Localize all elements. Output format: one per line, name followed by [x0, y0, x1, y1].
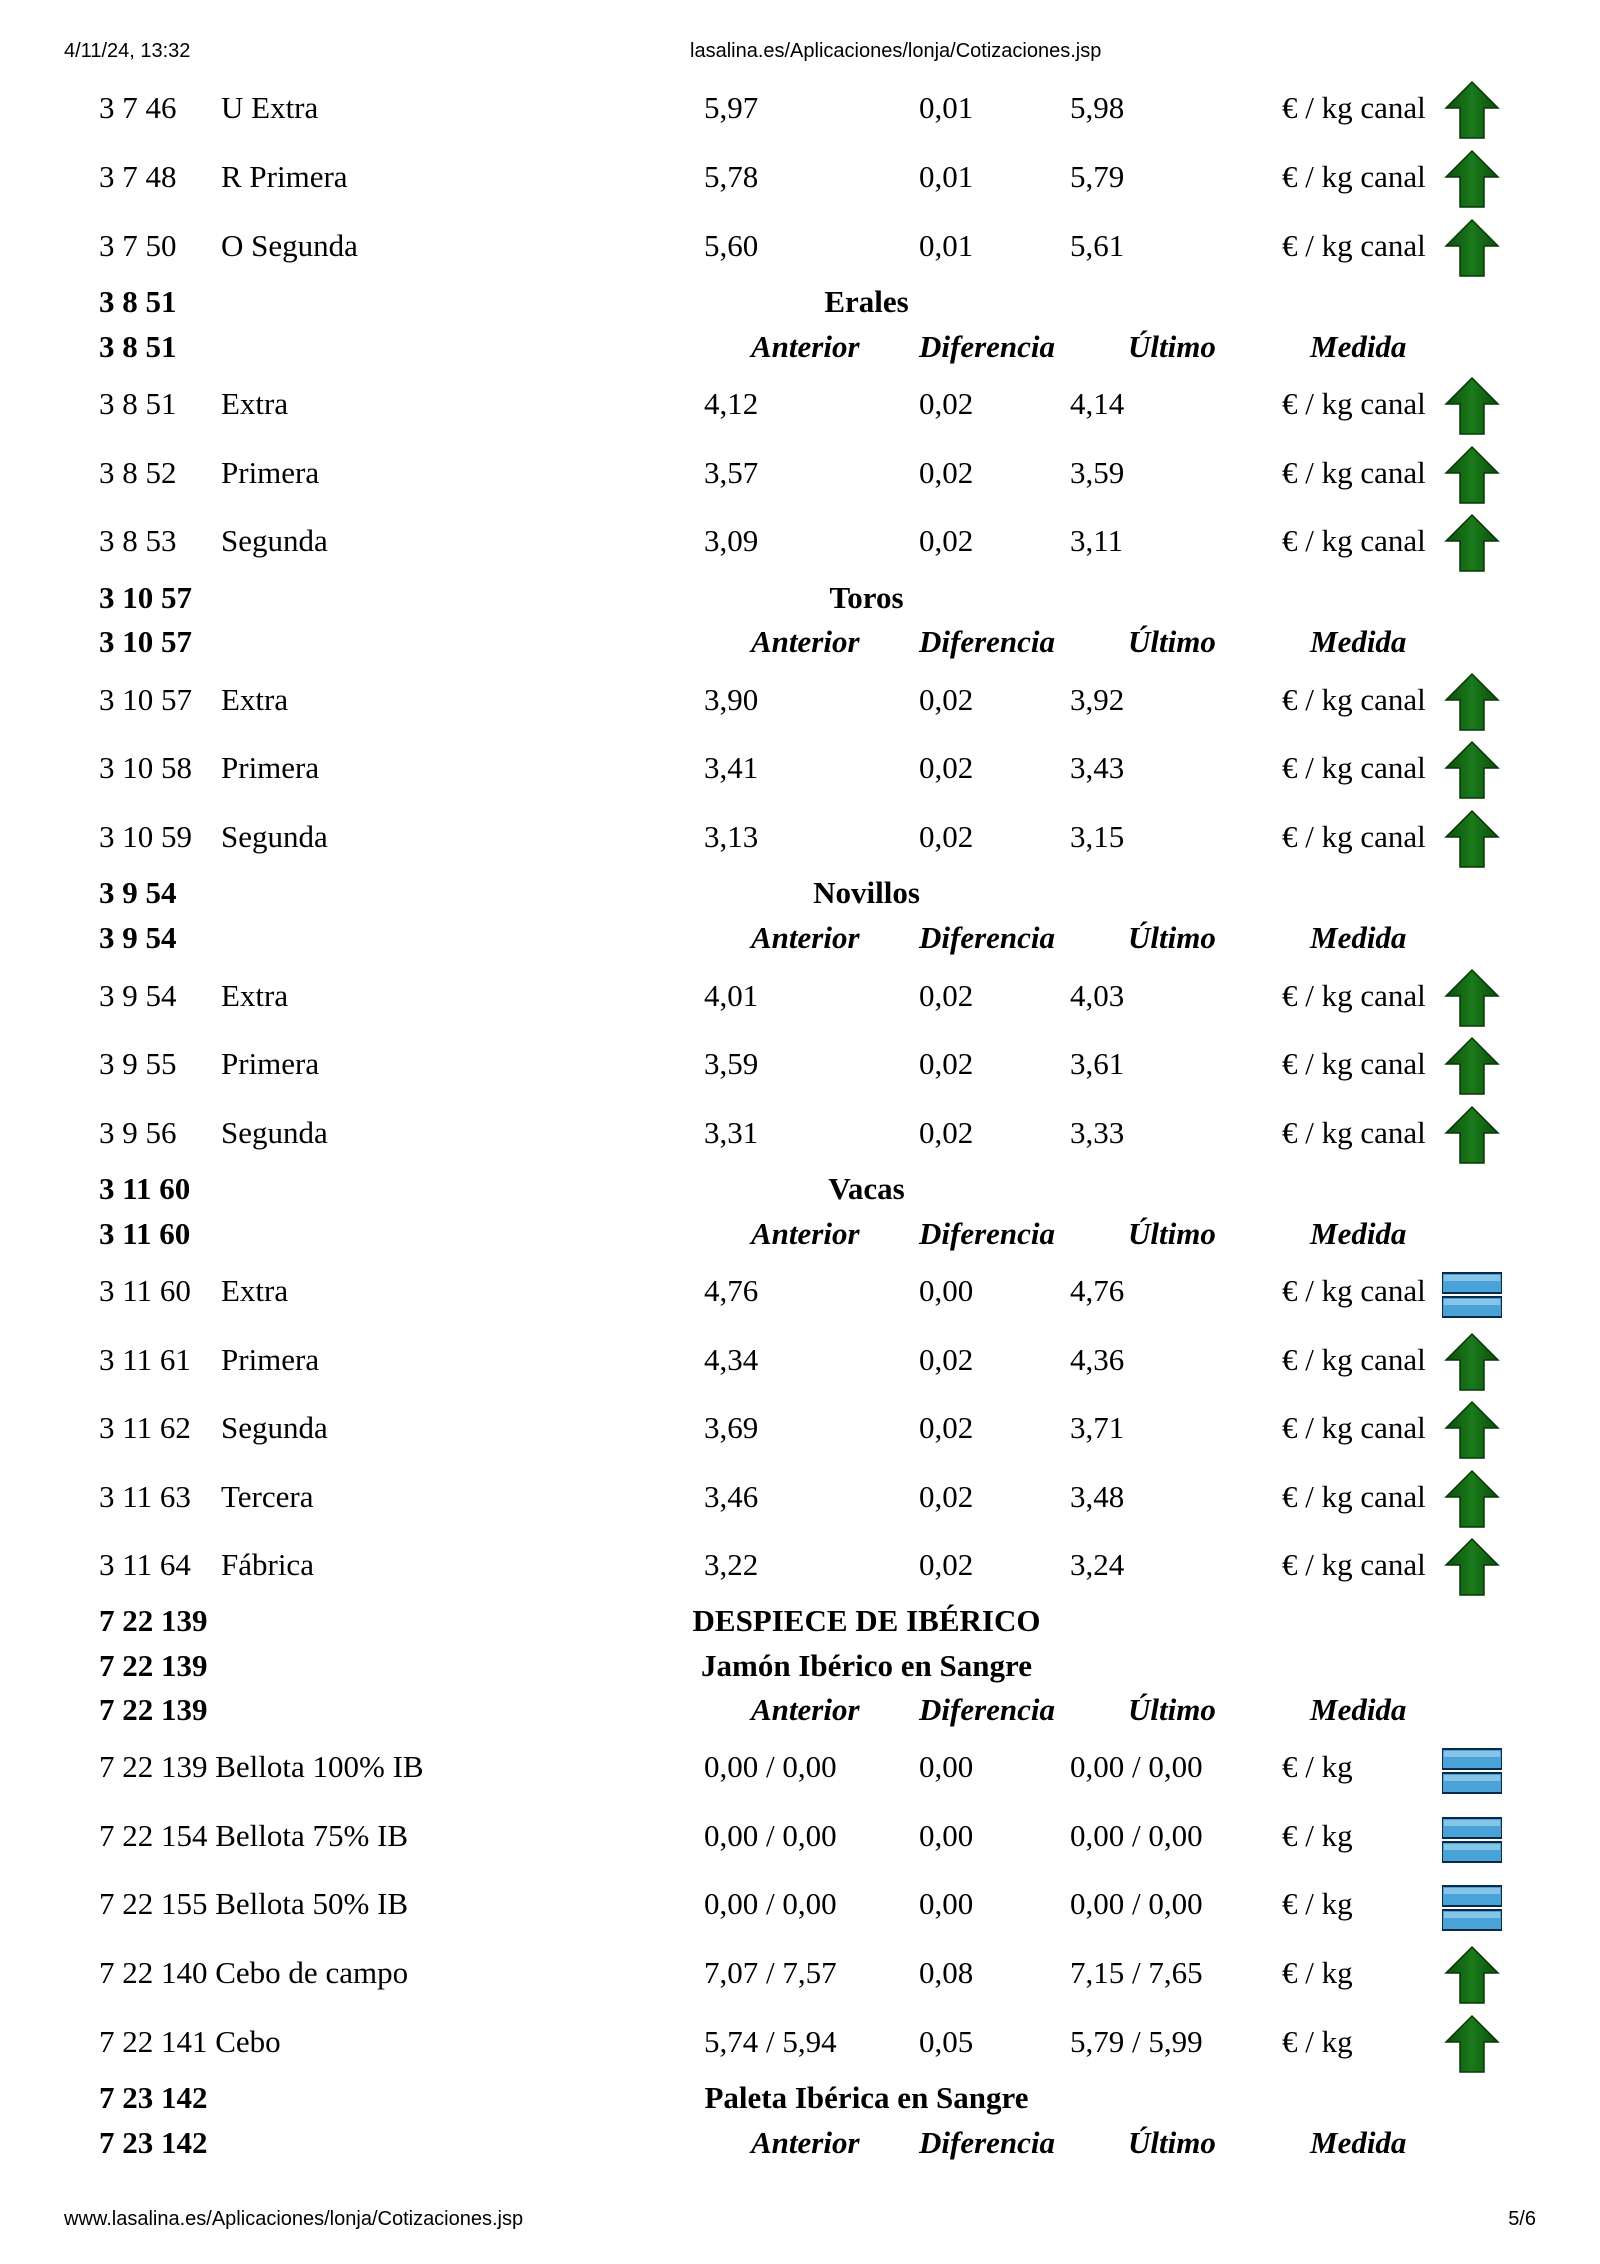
trend-up-arrow-icon	[1442, 80, 1502, 140]
value-medida: € / kg canal	[1282, 819, 1426, 854]
value-diferencia: 0,02	[919, 523, 974, 558]
price-row	[0, 1340, 1600, 1380]
value-anterior: 4,12	[704, 386, 759, 421]
value-anterior: 3,59	[704, 1046, 759, 1081]
header-diferencia: Diferencia	[919, 2125, 1056, 2160]
value-anterior: 5,97	[704, 90, 759, 125]
section-code: 3 10 57	[99, 624, 192, 659]
price-row	[0, 680, 1600, 720]
column-header-row	[0, 918, 1600, 958]
value-ultimo: 0,00 / 0,00	[1070, 1749, 1203, 1784]
section-title: Novillos	[813, 875, 920, 910]
value-diferencia: 0,01	[919, 159, 974, 194]
row-code: 3 11 61	[99, 1342, 191, 1377]
value-ultimo: 5,79 / 5,99	[1070, 2024, 1203, 2059]
value-anterior: 3,90	[704, 682, 759, 717]
header-ultimo: Último	[1128, 624, 1216, 659]
price-row	[0, 1477, 1600, 1517]
price-row	[0, 226, 1600, 266]
value-diferencia: 0,02	[919, 1115, 974, 1150]
row-code: 3 11 64	[99, 1547, 191, 1582]
value-medida: € / kg canal	[1282, 682, 1426, 717]
section-code: 3 8 51	[99, 329, 177, 364]
header-ultimo: Último	[1128, 329, 1216, 364]
row-code: 3 8 53	[99, 523, 177, 558]
price-row	[0, 1953, 1600, 1993]
value-medida: € / kg canal	[1282, 90, 1426, 125]
value-diferencia: 0,02	[919, 682, 974, 717]
value-diferencia: 0,02	[919, 1547, 974, 1582]
value-diferencia: 0,02	[919, 978, 974, 1013]
value-medida: € / kg	[1282, 2024, 1353, 2059]
section-title-row	[0, 1646, 1600, 1686]
row-code: 3 10 59	[99, 819, 192, 854]
value-anterior: 3,31	[704, 1115, 759, 1150]
price-row	[0, 1816, 1600, 1856]
column-header-row	[0, 1690, 1600, 1730]
row-label: 7 22 154 Bellota 75% IB	[99, 1818, 409, 1853]
value-anterior: 7,07 / 7,57	[704, 1955, 837, 1990]
value-anterior: 3,57	[704, 455, 759, 490]
row-category: Primera	[221, 750, 320, 785]
value-medida: € / kg canal	[1282, 159, 1426, 194]
row-category: Primera	[221, 1046, 320, 1081]
row-category: Segunda	[221, 819, 328, 854]
row-category: R Primera	[221, 159, 348, 194]
value-ultimo: 4,03	[1070, 978, 1125, 1013]
column-header-row	[0, 2123, 1600, 2163]
value-ultimo: 4,36	[1070, 1342, 1125, 1377]
trend-up-arrow-icon	[1442, 1332, 1502, 1392]
value-ultimo: 3,59	[1070, 455, 1125, 490]
header-diferencia: Diferencia	[919, 1692, 1056, 1727]
price-row	[0, 521, 1600, 561]
value-ultimo: 4,14	[1070, 386, 1125, 421]
header-ultimo: Último	[1128, 920, 1216, 955]
price-row	[0, 1747, 1600, 1787]
section-code: 7 23 142	[99, 2125, 208, 2160]
value-anterior: 3,69	[704, 1410, 759, 1445]
value-medida: € / kg canal	[1282, 1547, 1426, 1582]
value-anterior: 0,00 / 0,00	[704, 1886, 837, 1921]
trend-up-arrow-icon	[1442, 376, 1502, 436]
value-diferencia: 0,02	[919, 386, 974, 421]
price-row	[0, 1408, 1600, 1448]
header-ultimo: Último	[1128, 1216, 1216, 1251]
value-anterior: 4,76	[704, 1273, 759, 1308]
row-code: 3 9 54	[99, 978, 177, 1013]
row-code: 3 7 50	[99, 228, 177, 263]
trend-up-arrow-icon	[1442, 1105, 1502, 1165]
value-medida: € / kg canal	[1282, 1479, 1426, 1514]
price-row	[0, 1044, 1600, 1084]
row-category: U Extra	[221, 90, 319, 125]
value-medida: € / kg canal	[1282, 750, 1426, 785]
print-url: lasalina.es/Aplicaciones/lonja/Cotizaciones.jsp	[690, 40, 1102, 62]
header-anterior: Anterior	[751, 1216, 860, 1251]
value-diferencia: 0,00	[919, 1273, 974, 1308]
value-diferencia: 0,02	[919, 1342, 974, 1377]
trend-equal-icon	[1442, 1263, 1502, 1323]
price-row	[0, 748, 1600, 788]
price-row	[0, 2022, 1600, 2062]
page-number: 5/6	[1508, 2208, 1536, 2230]
trend-up-arrow-icon	[1442, 1400, 1502, 1460]
value-anterior: 0,00 / 0,00	[704, 1749, 837, 1784]
column-header-row	[0, 1214, 1600, 1254]
value-ultimo: 3,11	[1070, 523, 1124, 558]
row-category: Extra	[221, 978, 289, 1013]
section-title-row	[0, 578, 1600, 618]
column-header-row	[0, 622, 1600, 662]
value-anterior: 3,46	[704, 1479, 759, 1514]
footer-url: www.lasalina.es/Aplicaciones/lonja/Cotizaciones.jsp	[64, 2208, 524, 2230]
section-code: 3 11 60	[99, 1216, 191, 1251]
price-row	[0, 1545, 1600, 1585]
header-diferencia: Diferencia	[919, 1216, 1056, 1251]
row-category: Extra	[221, 1273, 289, 1308]
value-medida: € / kg	[1282, 1749, 1353, 1784]
header-anterior: Anterior	[751, 2125, 860, 2160]
price-row	[0, 1884, 1600, 1924]
value-diferencia: 0,02	[919, 1479, 974, 1514]
header-medida: Medida	[1310, 329, 1407, 364]
value-anterior: 5,60	[704, 228, 759, 263]
trend-up-arrow-icon	[1442, 149, 1502, 209]
value-medida: € / kg canal	[1282, 1273, 1426, 1308]
row-code: 3 11 63	[99, 1479, 191, 1514]
value-ultimo: 3,92	[1070, 682, 1125, 717]
row-category: Segunda	[221, 1410, 328, 1445]
header-medida: Medida	[1310, 624, 1407, 659]
value-ultimo: 3,15	[1070, 819, 1125, 854]
price-row	[0, 453, 1600, 493]
value-anterior: 3,22	[704, 1547, 759, 1582]
value-diferencia: 0,05	[919, 2024, 974, 2059]
row-code: 3 11 62	[99, 1410, 191, 1445]
value-ultimo: 5,98	[1070, 90, 1125, 125]
row-label: 7 22 141 Cebo	[99, 2024, 281, 2059]
price-row	[0, 1271, 1600, 1311]
value-ultimo: 3,43	[1070, 750, 1125, 785]
row-code: 3 7 46	[99, 90, 177, 125]
section-title-row	[0, 1601, 1600, 1641]
trend-up-arrow-icon	[1442, 218, 1502, 278]
trend-equal-icon	[1442, 1876, 1502, 1936]
column-header-row	[0, 327, 1600, 367]
trend-up-arrow-icon	[1442, 1036, 1502, 1096]
row-code: 3 8 52	[99, 455, 177, 490]
section-code: 3 8 51	[99, 284, 177, 319]
value-medida: € / kg canal	[1282, 1342, 1426, 1377]
value-anterior: 5,78	[704, 159, 759, 194]
value-ultimo: 7,15 / 7,65	[1070, 1955, 1203, 1990]
value-ultimo: 5,61	[1070, 228, 1125, 263]
value-medida: € / kg	[1282, 1955, 1353, 1990]
value-medida: € / kg canal	[1282, 523, 1426, 558]
value-medida: € / kg canal	[1282, 1046, 1426, 1081]
value-diferencia: 0,00	[919, 1749, 974, 1784]
row-category: Tercera	[221, 1479, 314, 1514]
print-datetime: 4/11/24, 13:32	[64, 40, 191, 62]
trend-up-arrow-icon	[1442, 1945, 1502, 2005]
trend-up-arrow-icon	[1442, 513, 1502, 573]
trend-equal-icon	[1442, 1808, 1502, 1868]
value-diferencia: 0,02	[919, 819, 974, 854]
value-medida: € / kg canal	[1282, 386, 1426, 421]
value-diferencia: 0,02	[919, 750, 974, 785]
header-medida: Medida	[1310, 1692, 1407, 1727]
value-diferencia: 0,01	[919, 90, 974, 125]
row-label: 7 22 139 Bellota 100% IB	[99, 1749, 424, 1784]
value-medida: € / kg canal	[1282, 978, 1426, 1013]
trend-up-arrow-icon	[1442, 1469, 1502, 1529]
section-title-row	[0, 282, 1600, 322]
header-medida: Medida	[1310, 2125, 1407, 2160]
row-code: 3 11 60	[99, 1273, 191, 1308]
header-anterior: Anterior	[751, 624, 860, 659]
header-diferencia: Diferencia	[919, 329, 1056, 364]
row-category: Segunda	[221, 1115, 328, 1150]
row-code: 3 7 48	[99, 159, 177, 194]
trend-up-arrow-icon	[1442, 1537, 1502, 1597]
value-ultimo: 3,61	[1070, 1046, 1125, 1081]
value-ultimo: 5,79	[1070, 159, 1125, 194]
value-anterior: 0,00 / 0,00	[704, 1818, 837, 1853]
value-diferencia: 0,00	[919, 1886, 974, 1921]
value-diferencia: 0,02	[919, 455, 974, 490]
header-anterior: Anterior	[751, 1692, 860, 1727]
trend-up-arrow-icon	[1442, 672, 1502, 732]
price-row	[0, 1113, 1600, 1153]
row-category: Extra	[221, 682, 289, 717]
value-anterior: 3,13	[704, 819, 759, 854]
section-title: Erales	[824, 284, 909, 319]
value-diferencia: 0,08	[919, 1955, 974, 1990]
trend-up-arrow-icon	[1442, 740, 1502, 800]
header-diferencia: Diferencia	[919, 624, 1056, 659]
value-ultimo: 4,76	[1070, 1273, 1125, 1308]
row-category: Primera	[221, 455, 320, 490]
row-code: 3 8 51	[99, 386, 177, 421]
row-code: 3 10 57	[99, 682, 192, 717]
trend-up-arrow-icon	[1442, 2014, 1502, 2074]
row-label: 7 22 155 Bellota 50% IB	[99, 1886, 409, 1921]
row-code: 3 10 58	[99, 750, 192, 785]
value-medida: € / kg	[1282, 1886, 1353, 1921]
header-ultimo: Último	[1128, 1692, 1216, 1727]
value-diferencia: 0,01	[919, 228, 974, 263]
print-footer	[0, 2208, 1600, 2238]
section-title-row	[0, 873, 1600, 913]
section-code: 3 9 54	[99, 875, 177, 910]
value-anterior: 5,74 / 5,94	[704, 2024, 837, 2059]
section-code: 7 22 139	[99, 1648, 208, 1683]
price-row	[0, 88, 1600, 128]
value-medida: € / kg	[1282, 1818, 1353, 1853]
value-diferencia: 0,02	[919, 1410, 974, 1445]
price-row	[0, 817, 1600, 857]
value-anterior: 4,01	[704, 978, 759, 1013]
value-medida: € / kg canal	[1282, 1115, 1426, 1150]
header-ultimo: Último	[1128, 2125, 1216, 2160]
value-diferencia: 0,00	[919, 1818, 974, 1853]
value-ultimo: 3,48	[1070, 1479, 1125, 1514]
row-category: Fábrica	[221, 1547, 314, 1582]
header-anterior: Anterior	[751, 329, 860, 364]
price-row	[0, 157, 1600, 197]
price-row	[0, 384, 1600, 424]
row-code: 3 9 56	[99, 1115, 177, 1150]
trend-up-arrow-icon	[1442, 968, 1502, 1028]
section-title: Jamón Ibérico en Sangre	[701, 1648, 1032, 1683]
section-code: 7 22 139	[99, 1692, 208, 1727]
section-title: Toros	[829, 580, 904, 615]
value-medida: € / kg canal	[1282, 1410, 1426, 1445]
value-ultimo: 0,00 / 0,00	[1070, 1886, 1203, 1921]
row-category: Extra	[221, 386, 289, 421]
header-medida: Medida	[1310, 1216, 1407, 1251]
section-title: Vacas	[828, 1171, 905, 1206]
section-code: 3 11 60	[99, 1171, 191, 1206]
section-code: 3 10 57	[99, 580, 192, 615]
header-anterior: Anterior	[751, 920, 860, 955]
value-ultimo: 0,00 / 0,00	[1070, 1818, 1203, 1853]
section-title-row	[0, 1169, 1600, 1209]
section-title-row	[0, 2078, 1600, 2118]
trend-up-arrow-icon	[1442, 445, 1502, 505]
row-category: Segunda	[221, 523, 328, 558]
section-title: DESPIECE DE IBÉRICO	[692, 1603, 1041, 1638]
value-anterior: 3,41	[704, 750, 759, 785]
value-anterior: 3,09	[704, 523, 759, 558]
section-title: Paleta Ibérica en Sangre	[704, 2080, 1029, 2115]
trend-equal-icon	[1442, 1739, 1502, 1799]
value-medida: € / kg canal	[1282, 228, 1426, 263]
price-row	[0, 976, 1600, 1016]
value-medida: € / kg canal	[1282, 455, 1426, 490]
value-ultimo: 3,71	[1070, 1410, 1125, 1445]
section-code: 3 9 54	[99, 920, 177, 955]
row-label: 7 22 140 Cebo de campo	[99, 1955, 409, 1990]
header-diferencia: Diferencia	[919, 920, 1056, 955]
trend-up-arrow-icon	[1442, 809, 1502, 869]
value-ultimo: 3,33	[1070, 1115, 1125, 1150]
row-code: 3 9 55	[99, 1046, 177, 1081]
section-code: 7 22 139	[99, 1603, 208, 1638]
row-category: Primera	[221, 1342, 320, 1377]
row-category: O Segunda	[221, 228, 358, 263]
header-medida: Medida	[1310, 920, 1407, 955]
value-ultimo: 3,24	[1070, 1547, 1125, 1582]
value-anterior: 4,34	[704, 1342, 759, 1377]
value-diferencia: 0,02	[919, 1046, 974, 1081]
section-code: 7 23 142	[99, 2080, 208, 2115]
